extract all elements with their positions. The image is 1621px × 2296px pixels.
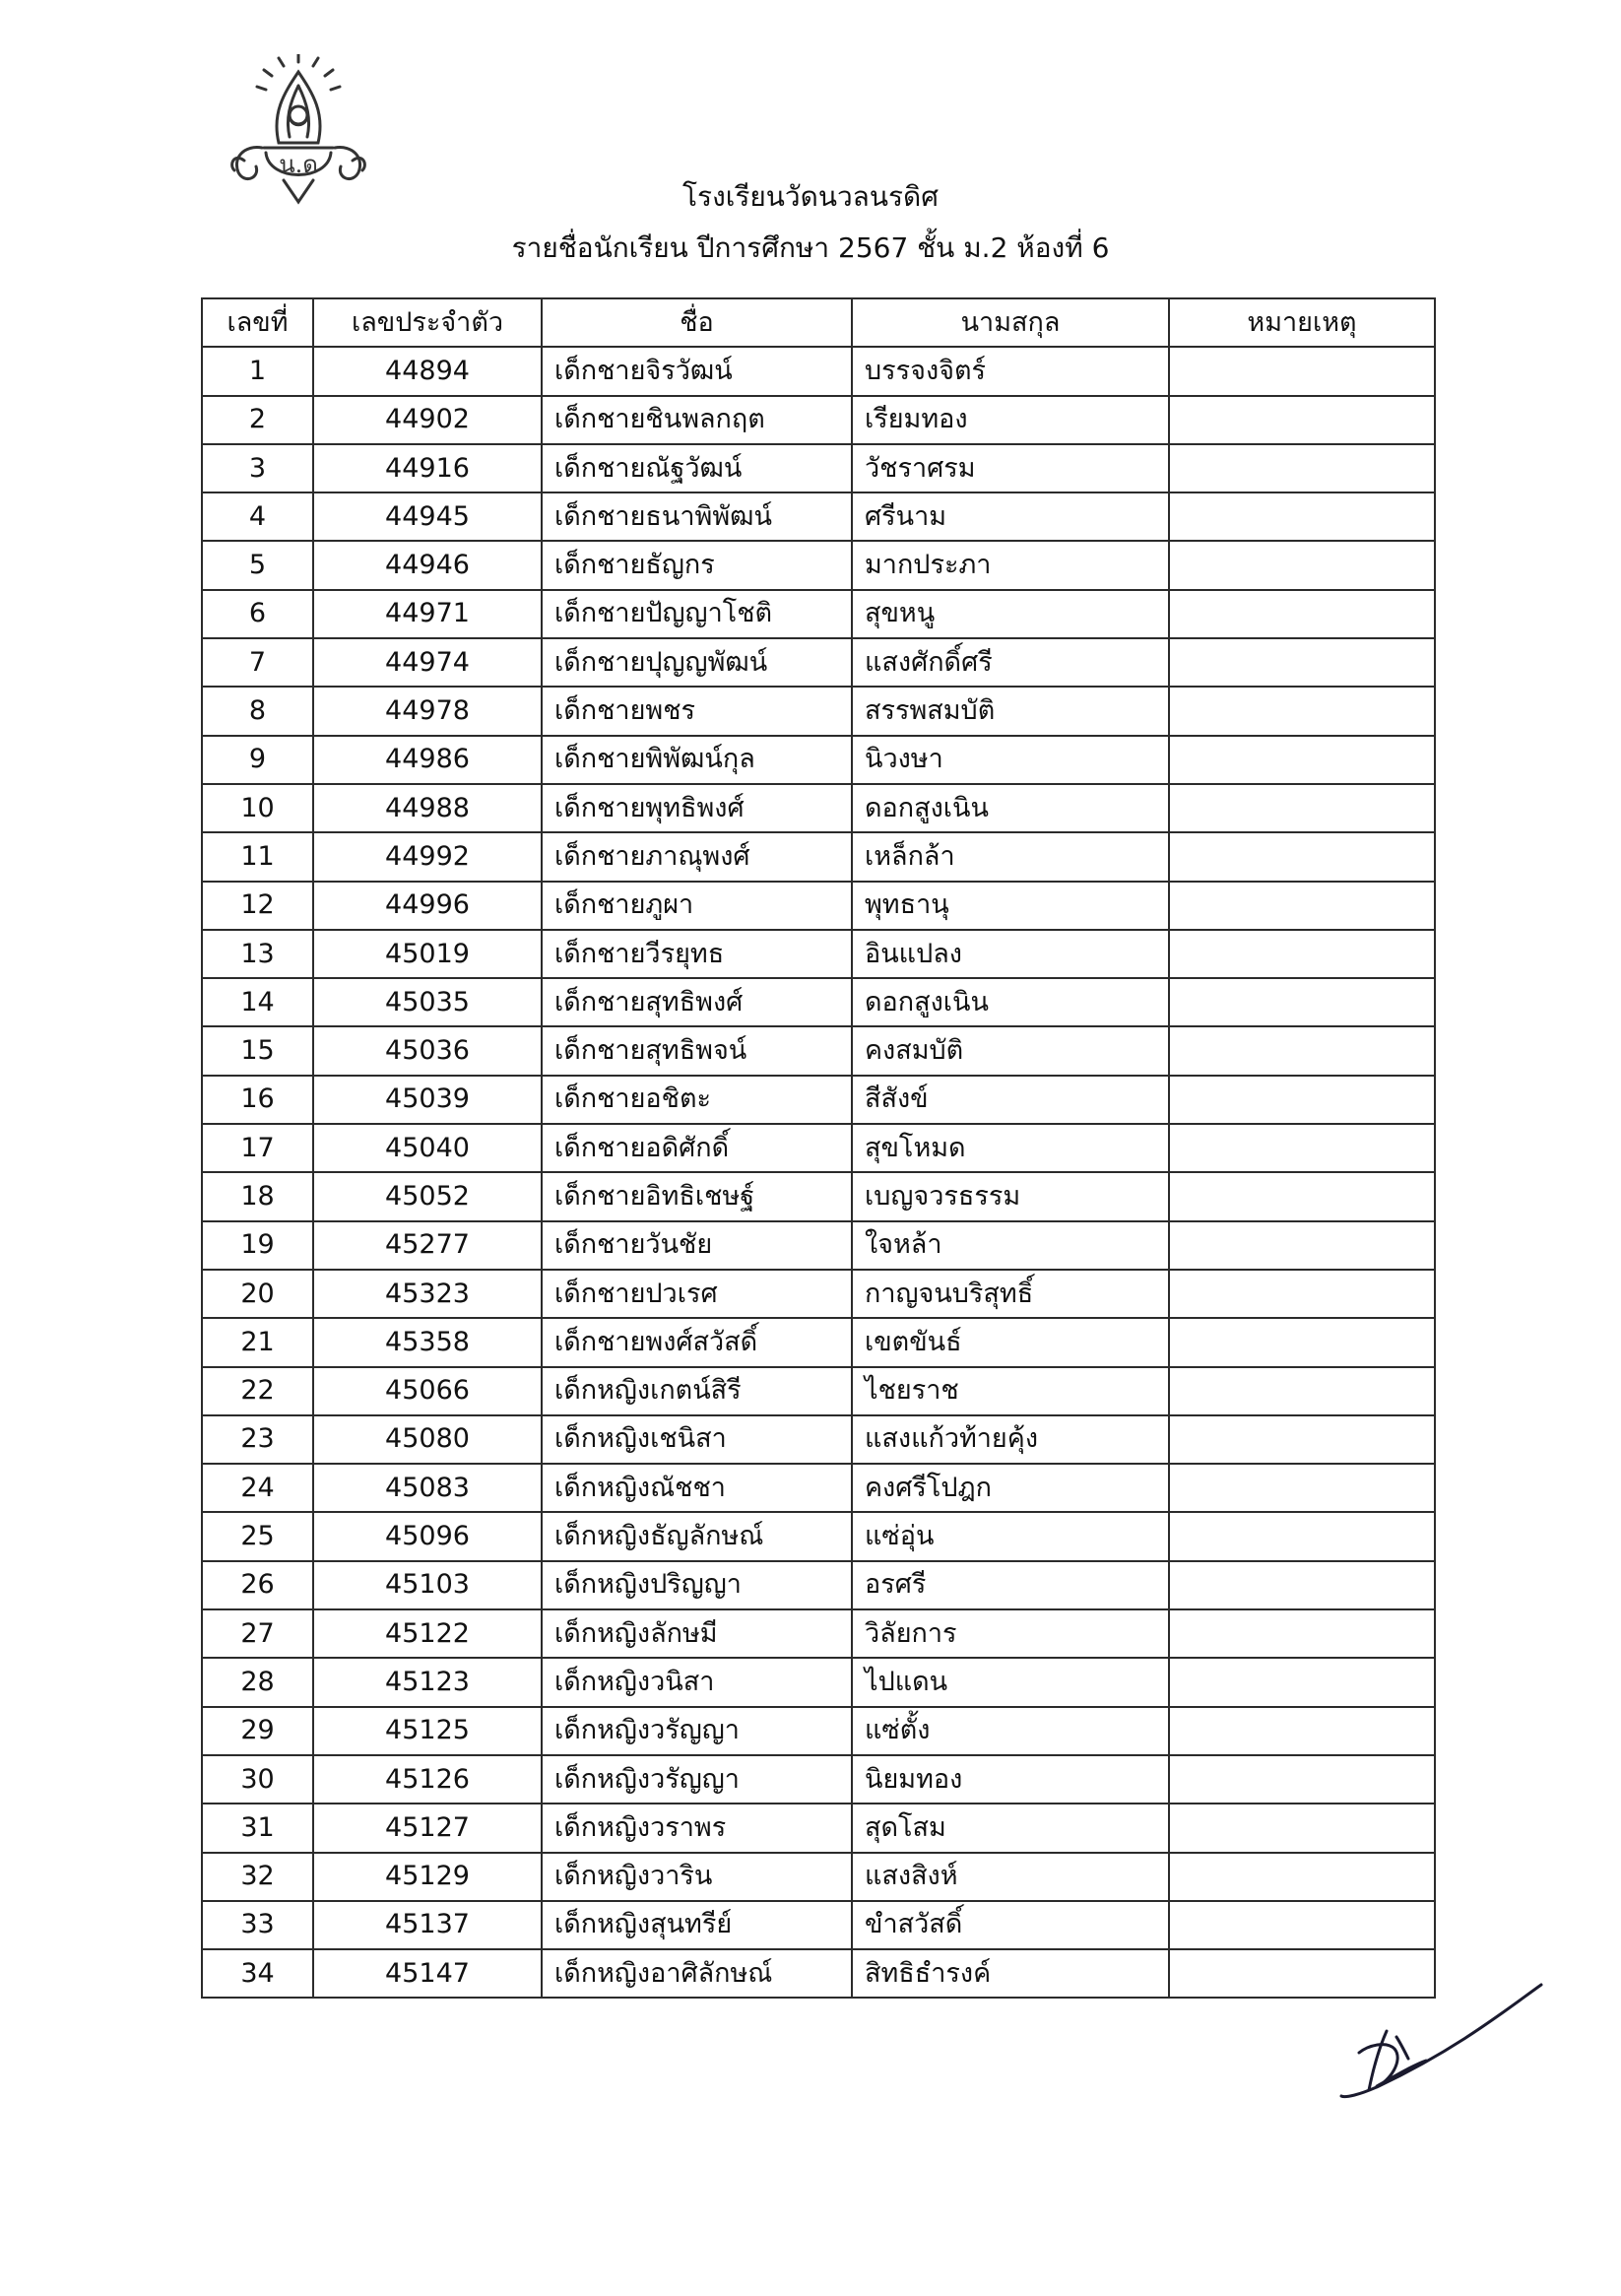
table-row bbox=[202, 1464, 1435, 1512]
cell-student-id: 45096 bbox=[313, 1512, 542, 1560]
signature bbox=[1339, 1980, 1556, 2108]
table-row bbox=[202, 1755, 1435, 1804]
cell-first-name: เด็กชายภาณุพงศ์ bbox=[542, 832, 852, 881]
cell-first-name: เด็กชายอชิตะ bbox=[542, 1076, 852, 1124]
cell-remarks bbox=[1169, 1609, 1435, 1658]
cell-remarks bbox=[1169, 978, 1435, 1026]
cell-number: 17 bbox=[202, 1124, 313, 1172]
cell-first-name: เด็กหญิงปริญญา bbox=[542, 1561, 852, 1609]
cell-remarks bbox=[1169, 1804, 1435, 1852]
cell-last-name: เหล็กล้า bbox=[852, 832, 1169, 881]
cell-first-name: เด็กชายพุทธิพงศ์ bbox=[542, 784, 852, 832]
cell-last-name: สิทธิธำรงค์ bbox=[852, 1949, 1169, 1998]
table-row bbox=[202, 1609, 1435, 1658]
table-row bbox=[202, 1658, 1435, 1706]
cell-first-name: เด็กชายปุญญพัฒน์ bbox=[542, 638, 852, 687]
cell-remarks bbox=[1169, 1561, 1435, 1609]
table-row bbox=[202, 1318, 1435, 1366]
cell-first-name: เด็กชายธัญกร bbox=[542, 541, 852, 589]
cell-first-name: เด็กหญิงวรัญญา bbox=[542, 1707, 852, 1755]
cell-student-id: 45323 bbox=[313, 1270, 542, 1318]
cell-number: 25 bbox=[202, 1512, 313, 1560]
cell-remarks bbox=[1169, 1318, 1435, 1366]
cell-remarks bbox=[1169, 1124, 1435, 1172]
cell-student-id: 45040 bbox=[313, 1124, 542, 1172]
cell-first-name: เด็กหญิงวราพร bbox=[542, 1804, 852, 1852]
cell-student-id: 44988 bbox=[313, 784, 542, 832]
cell-student-id: 44992 bbox=[313, 832, 542, 881]
cell-last-name: เบญจวรธรรม bbox=[852, 1172, 1169, 1220]
cell-last-name: นิยมทอง bbox=[852, 1755, 1169, 1804]
table-row bbox=[202, 1949, 1435, 1998]
cell-student-id: 44902 bbox=[313, 396, 542, 444]
cell-first-name: เด็กหญิงเกตน์สิรี bbox=[542, 1367, 852, 1415]
cell-remarks bbox=[1169, 736, 1435, 784]
cell-student-id: 45137 bbox=[313, 1901, 542, 1949]
table-row bbox=[202, 1124, 1435, 1172]
cell-student-id: 44974 bbox=[313, 638, 542, 687]
table-row bbox=[202, 930, 1435, 978]
cell-last-name: ดอกสูงเนิน bbox=[852, 784, 1169, 832]
cell-student-id: 44986 bbox=[313, 736, 542, 784]
cell-number: 33 bbox=[202, 1901, 313, 1949]
cell-last-name: คงศรีโปฎก bbox=[852, 1464, 1169, 1512]
cell-remarks bbox=[1169, 541, 1435, 589]
cell-first-name: เด็กหญิงณัชชา bbox=[542, 1464, 852, 1512]
cell-student-id: 45122 bbox=[313, 1609, 542, 1658]
cell-remarks bbox=[1169, 347, 1435, 395]
cell-first-name: เด็กหญิงวาริน bbox=[542, 1853, 852, 1901]
cell-remarks bbox=[1169, 882, 1435, 930]
cell-student-id: 45083 bbox=[313, 1464, 542, 1512]
cell-number: 10 bbox=[202, 784, 313, 832]
cell-first-name: เด็กหญิงอาศิลักษณ์ bbox=[542, 1949, 852, 1998]
cell-student-id: 44894 bbox=[313, 347, 542, 395]
logo-text: น.ด bbox=[279, 151, 318, 178]
cell-remarks bbox=[1169, 1270, 1435, 1318]
cell-number: 12 bbox=[202, 882, 313, 930]
cell-remarks bbox=[1169, 930, 1435, 978]
column-header-student-id: เลขประจำตัว bbox=[313, 298, 542, 347]
cell-student-id: 44946 bbox=[313, 541, 542, 589]
cell-first-name: เด็กชายวันชัย bbox=[542, 1221, 852, 1270]
cell-last-name: ไปแดน bbox=[852, 1658, 1169, 1706]
cell-first-name: เด็กหญิงเชนิสา bbox=[542, 1415, 852, 1464]
cell-student-id: 45052 bbox=[313, 1172, 542, 1220]
cell-number: 7 bbox=[202, 638, 313, 687]
cell-number: 23 bbox=[202, 1415, 313, 1464]
cell-last-name: คงสมบัติ bbox=[852, 1026, 1169, 1075]
cell-student-id: 45277 bbox=[313, 1221, 542, 1270]
cell-number: 3 bbox=[202, 444, 313, 492]
cell-last-name: ขำสวัสดิ์ bbox=[852, 1901, 1169, 1949]
cell-first-name: เด็กชายปวเรศ bbox=[542, 1270, 852, 1318]
cell-last-name: สุขหนู bbox=[852, 590, 1169, 638]
cell-remarks bbox=[1169, 1415, 1435, 1464]
column-header-first-name: ชื่อ bbox=[542, 298, 852, 347]
cell-last-name: มากประภา bbox=[852, 541, 1169, 589]
cell-number: 6 bbox=[202, 590, 313, 638]
cell-first-name: เด็กชายจิรวัฒน์ bbox=[542, 347, 852, 395]
table-row bbox=[202, 832, 1435, 881]
cell-remarks bbox=[1169, 1367, 1435, 1415]
cell-first-name: เด็กหญิงสุนทรีย์ bbox=[542, 1901, 852, 1949]
cell-last-name: สีสังข์ bbox=[852, 1076, 1169, 1124]
cell-number: 22 bbox=[202, 1367, 313, 1415]
cell-remarks bbox=[1169, 396, 1435, 444]
cell-remarks bbox=[1169, 1464, 1435, 1512]
cell-student-id: 45126 bbox=[313, 1755, 542, 1804]
table-row bbox=[202, 1415, 1435, 1464]
table-row bbox=[202, 638, 1435, 687]
cell-remarks bbox=[1169, 638, 1435, 687]
cell-student-id: 44916 bbox=[313, 444, 542, 492]
student-roster-table bbox=[201, 297, 1436, 1999]
cell-remarks bbox=[1169, 492, 1435, 541]
cell-student-id: 45080 bbox=[313, 1415, 542, 1464]
table-row bbox=[202, 541, 1435, 589]
cell-student-id: 45123 bbox=[313, 1658, 542, 1706]
cell-last-name: ดอกสูงเนิน bbox=[852, 978, 1169, 1026]
table-row bbox=[202, 1561, 1435, 1609]
table-row bbox=[202, 736, 1435, 784]
table-row bbox=[202, 1270, 1435, 1318]
cell-number: 24 bbox=[202, 1464, 313, 1512]
cell-student-id: 44996 bbox=[313, 882, 542, 930]
table-row bbox=[202, 978, 1435, 1026]
cell-remarks bbox=[1169, 590, 1435, 638]
cell-remarks bbox=[1169, 1026, 1435, 1075]
cell-number: 20 bbox=[202, 1270, 313, 1318]
cell-last-name: วัชราศรม bbox=[852, 444, 1169, 492]
cell-number: 13 bbox=[202, 930, 313, 978]
cell-first-name: เด็กชายสุทธิพงศ์ bbox=[542, 978, 852, 1026]
cell-first-name: เด็กหญิงลักษมี bbox=[542, 1609, 852, 1658]
cell-student-id: 45127 bbox=[313, 1804, 542, 1852]
cell-last-name: อินแปลง bbox=[852, 930, 1169, 978]
cell-first-name: เด็กชายวีรยุทธ bbox=[542, 930, 852, 978]
table-row bbox=[202, 1804, 1435, 1852]
cell-student-id: 44945 bbox=[313, 492, 542, 541]
cell-last-name: วิลัยการ bbox=[852, 1609, 1169, 1658]
table-row bbox=[202, 444, 1435, 492]
cell-first-name: เด็กชายณัฐวัฒน์ bbox=[542, 444, 852, 492]
cell-number: 2 bbox=[202, 396, 313, 444]
cell-last-name: อรศรี bbox=[852, 1561, 1169, 1609]
cell-first-name: เด็กชายพชร bbox=[542, 687, 852, 735]
table-row bbox=[202, 347, 1435, 395]
cell-remarks bbox=[1169, 784, 1435, 832]
cell-remarks bbox=[1169, 1755, 1435, 1804]
cell-student-id: 45358 bbox=[313, 1318, 542, 1366]
cell-student-id: 44978 bbox=[313, 687, 542, 735]
table-row bbox=[202, 784, 1435, 832]
cell-remarks bbox=[1169, 1221, 1435, 1270]
table-row bbox=[202, 1707, 1435, 1755]
cell-first-name: เด็กชายปัญญาโชติ bbox=[542, 590, 852, 638]
cell-number: 28 bbox=[202, 1658, 313, 1706]
cell-number: 14 bbox=[202, 978, 313, 1026]
cell-remarks bbox=[1169, 1853, 1435, 1901]
column-header-remarks: หมายเหตุ bbox=[1169, 298, 1435, 347]
cell-number: 32 bbox=[202, 1853, 313, 1901]
cell-number: 29 bbox=[202, 1707, 313, 1755]
cell-remarks bbox=[1169, 687, 1435, 735]
table-row bbox=[202, 1853, 1435, 1901]
table-row bbox=[202, 1026, 1435, 1075]
cell-last-name: สุดโสม bbox=[852, 1804, 1169, 1852]
table-row bbox=[202, 1221, 1435, 1270]
cell-last-name: สุขโหมด bbox=[852, 1124, 1169, 1172]
cell-last-name: แซ่ตั้ง bbox=[852, 1707, 1169, 1755]
cell-number: 9 bbox=[202, 736, 313, 784]
table-row bbox=[202, 687, 1435, 735]
cell-student-id: 45129 bbox=[313, 1853, 542, 1901]
cell-last-name: เขตขันธ์ bbox=[852, 1318, 1169, 1366]
cell-remarks bbox=[1169, 832, 1435, 881]
column-header-number: เลขที่ bbox=[202, 298, 313, 347]
cell-last-name: แสงศักดิ์ศรี bbox=[852, 638, 1169, 687]
cell-remarks bbox=[1169, 1658, 1435, 1706]
table-row bbox=[202, 492, 1435, 541]
cell-number: 8 bbox=[202, 687, 313, 735]
table-row bbox=[202, 396, 1435, 444]
cell-first-name: เด็กชายพิพัฒน์กุล bbox=[542, 736, 852, 784]
cell-number: 34 bbox=[202, 1949, 313, 1998]
cell-last-name: นิวงษา bbox=[852, 736, 1169, 784]
cell-remarks bbox=[1169, 1512, 1435, 1560]
cell-first-name: เด็กหญิงวรัญญา bbox=[542, 1755, 852, 1804]
cell-last-name: สรรพสมบัติ bbox=[852, 687, 1169, 735]
table-row bbox=[202, 590, 1435, 638]
table-row bbox=[202, 882, 1435, 930]
table-row bbox=[202, 1076, 1435, 1124]
cell-student-id: 44971 bbox=[313, 590, 542, 638]
table-header-row bbox=[202, 298, 1435, 347]
cell-remarks bbox=[1169, 1172, 1435, 1220]
cell-last-name: เรียมทอง bbox=[852, 396, 1169, 444]
cell-number: 27 bbox=[202, 1609, 313, 1658]
cell-student-id: 45103 bbox=[313, 1561, 542, 1609]
cell-last-name: พุทธานุ bbox=[852, 882, 1169, 930]
cell-number: 18 bbox=[202, 1172, 313, 1220]
cell-last-name: แสงสิงห์ bbox=[852, 1853, 1169, 1901]
cell-first-name: เด็กชายภูผา bbox=[542, 882, 852, 930]
cell-remarks bbox=[1169, 444, 1435, 492]
cell-number: 15 bbox=[202, 1026, 313, 1075]
cell-last-name: กาญจนบริสุทธิ์ bbox=[852, 1270, 1169, 1318]
cell-student-id: 45036 bbox=[313, 1026, 542, 1075]
cell-student-id: 45147 bbox=[313, 1949, 542, 1998]
cell-first-name: เด็กชายอิทธิเชษฐ์ bbox=[542, 1172, 852, 1220]
table-row bbox=[202, 1172, 1435, 1220]
table-row bbox=[202, 1512, 1435, 1560]
table-row bbox=[202, 1367, 1435, 1415]
cell-student-id: 45066 bbox=[313, 1367, 542, 1415]
cell-last-name: แซ่อุ่น bbox=[852, 1512, 1169, 1560]
cell-number: 1 bbox=[202, 347, 313, 395]
cell-number: 26 bbox=[202, 1561, 313, 1609]
cell-student-id: 45125 bbox=[313, 1707, 542, 1755]
page-subtitle: รายชื่อนักเรียน ปีการศึกษา 2567 ชั้น ม.2 ห้องที่ 6 bbox=[511, 231, 1110, 264]
cell-number: 11 bbox=[202, 832, 313, 881]
school-name: โรงเรียนวัดนวลนรดิศ bbox=[682, 180, 939, 213]
cell-remarks bbox=[1169, 1901, 1435, 1949]
cell-remarks bbox=[1169, 1707, 1435, 1755]
cell-last-name: บรรจงจิตร์ bbox=[852, 347, 1169, 395]
cell-first-name: เด็กชายพงศ์สวัสดิ์ bbox=[542, 1318, 852, 1366]
cell-number: 30 bbox=[202, 1755, 313, 1804]
cell-first-name: เด็กหญิงวนิสา bbox=[542, 1658, 852, 1706]
cell-student-id: 45019 bbox=[313, 930, 542, 978]
table-row bbox=[202, 1901, 1435, 1949]
cell-first-name: เด็กชายธนาพิพัฒน์ bbox=[542, 492, 852, 541]
cell-number: 16 bbox=[202, 1076, 313, 1124]
cell-first-name: เด็กชายสุทธิพจน์ bbox=[542, 1026, 852, 1075]
cell-last-name: ไชยราช bbox=[852, 1367, 1169, 1415]
cell-number: 21 bbox=[202, 1318, 313, 1366]
cell-last-name: แสงแก้วท้ายคุ้ง bbox=[852, 1415, 1169, 1464]
cell-last-name: ศรีนาม bbox=[852, 492, 1169, 541]
cell-first-name: เด็กชายชินพลกฤต bbox=[542, 396, 852, 444]
cell-number: 31 bbox=[202, 1804, 313, 1852]
cell-number: 4 bbox=[202, 492, 313, 541]
cell-first-name: เด็กหญิงธัญลักษณ์ bbox=[542, 1512, 852, 1560]
cell-last-name: ใจหล้า bbox=[852, 1221, 1169, 1270]
table-body bbox=[202, 347, 1435, 1998]
cell-first-name: เด็กชายอดิศักดิ์ bbox=[542, 1124, 852, 1172]
cell-student-id: 45035 bbox=[313, 978, 542, 1026]
cell-student-id: 45039 bbox=[313, 1076, 542, 1124]
cell-number: 19 bbox=[202, 1221, 313, 1270]
column-header-last-name: นามสกุล bbox=[852, 298, 1169, 347]
cell-remarks bbox=[1169, 1076, 1435, 1124]
cell-number: 5 bbox=[202, 541, 313, 589]
